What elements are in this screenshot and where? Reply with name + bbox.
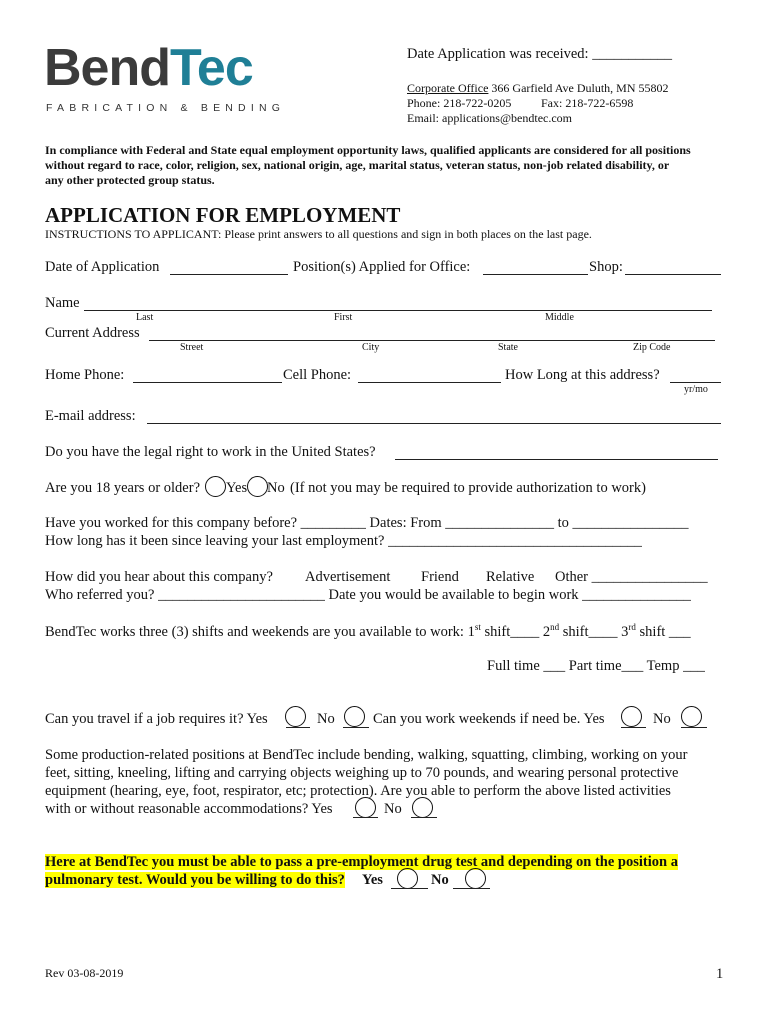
shift-3-sup: rd [628,622,636,632]
addr-street-caption: Street [180,342,204,353]
office-label: Corporate Office [407,81,489,95]
date-received-label: Date Application was received: ___________ [407,46,672,62]
age-yes-label: Yes [226,480,248,496]
drug-test-line-1 [45,854,678,871]
home-phone-label: Home Phone: [45,367,125,383]
travel-question: Can you travel if a job requires it? Yes [45,711,268,727]
drug-test-yes-circle[interactable] [397,868,418,889]
shop-label: Shop: [589,259,623,275]
age-note: (If not you may be required to provide authorization to work) [290,480,646,496]
drug-test-no-line [453,888,490,889]
referred-line: Who referred you? _______________________ Date you would be available to begin work _______________ [45,587,691,603]
shifts-text: BendTec works three (3) shifts and weekends are you available to work: 1 [45,623,475,640]
name-first-caption: First [334,312,353,323]
age-no-label: No [267,480,285,496]
email-field[interactable] [147,423,721,424]
shift-1-tail: shift____ 2 [480,623,551,640]
office-fax: Fax: 218-722-6598 [541,96,634,110]
positions-office-field[interactable] [483,274,588,275]
cell-phone-label: Cell Phone: [283,367,352,383]
production-line-3: equipment (hearing, eye, foot, respirator, etc; protection). Are you able to perform the above listed activities [45,783,671,799]
weekends-no-line [681,727,707,728]
weekends-no-label: No [653,711,671,727]
logo-text-dark: Bend [44,39,170,97]
weekends-no-circle[interactable] [681,706,702,727]
drug-test-yes-line [391,888,428,889]
revision-date: Rev 03-08-2019 [45,966,124,980]
drug-test-text-2: pulmonary test. Would you be willing to do this? [45,872,345,888]
drug-test-yes-label: Yes [362,872,383,888]
name-middle-caption: Middle [545,312,574,323]
age-yes-circle[interactable] [205,476,226,497]
name-label: Name [45,295,80,311]
drug-test-no-circle[interactable] [465,868,486,889]
office-address [407,81,669,96]
instructions: INSTRUCTIONS TO APPLICANT: Please print answers to all questions and sign in both places on the last page. [45,227,592,241]
drug-test-no-label: No [431,872,449,888]
accommodations-yes-circle[interactable] [355,797,376,818]
travel-no-label: No [317,711,335,727]
age-no-circle[interactable] [247,476,268,497]
how-long-label: How Long at this address? [505,367,660,383]
office-phone: Phone: 218-722-0205 [407,96,512,110]
logo-subtitle: FABRICATION & BENDING [46,102,286,114]
employment-types-line: Full time ___ Part time___ Temp ___ [487,658,705,674]
cell-phone-field[interactable] [358,382,501,383]
addr-zip-caption: Zip Code [633,342,671,353]
positions-applied-label: Position(s) Applied for Office: [293,259,471,275]
weekends-yes-line [621,727,646,728]
home-phone-field[interactable] [133,382,282,383]
travel-yes-line [286,727,310,728]
hear-advertisement[interactable]: Advertisement [305,569,391,585]
shifts-line [45,622,691,641]
production-line-2: feet, sitting, kneeling, lifting and carrying objects weighing up to 70 pounds, and wearing personal protective [45,765,679,781]
weekends-question: Can you work weekends if need be. Yes [373,711,605,727]
weekends-yes-circle[interactable] [621,706,642,727]
date-of-application-label: Date of Application [45,259,160,275]
addr-state-caption: State [498,342,518,353]
accommodations-no-circle[interactable] [412,797,433,818]
current-address-field[interactable] [149,340,715,341]
shop-field[interactable] [625,274,721,275]
hear-about-label: How did you hear about this company? [45,569,273,585]
travel-no-line [343,727,369,728]
shift-1-sup: st [474,622,481,632]
accommodations-no-line [411,817,437,818]
travel-yes-circle[interactable] [285,706,306,727]
name-field[interactable] [84,310,712,311]
drug-test-line-2 [45,872,345,889]
travel-no-circle[interactable] [344,706,365,727]
name-last-caption: Last [136,312,154,323]
shift-2-sup: nd [550,622,560,632]
page-title: APPLICATION FOR EMPLOYMENT [45,203,401,227]
legal-right-label: Do you have the legal right to work in the United States? [45,444,376,460]
hear-other[interactable]: Other ________________ [555,569,708,585]
compliance-line-1: In compliance with Federal and State equal employment opportunity laws, qualified applicants are considered for all positions [45,143,691,157]
office-email: Email: applications@bendtec.com [407,111,572,125]
date-of-application-field[interactable] [170,274,288,275]
yrmo-caption: yr/mo [684,384,708,395]
legal-right-field[interactable] [395,459,718,460]
how-long-field[interactable] [670,382,721,383]
hear-friend[interactable]: Friend [421,569,459,585]
age-question: Are you 18 years or older? [45,480,201,496]
accommodations-no-label: No [384,801,402,817]
compliance-line-3: any other protected group status. [45,173,215,187]
shift-3-tail: shift ___ [635,623,691,640]
company-logo [44,39,253,97]
hear-relative[interactable]: Relative [486,569,535,585]
page-number: 1 [716,966,724,982]
worked-before-line: Have you worked for this company before? _________ Dates: From _______________ to ________________ [45,515,689,531]
accommodations-question: with or without reasonable accommodations? Yes [45,801,333,817]
current-address-label: Current Address [45,325,140,341]
compliance-line-2: without regard to race, color, religion, sex, national origin, age, marital status, veteran status, non-job related disability, or [45,158,670,172]
office-address-text: 366 Garfield Ave Duluth, MN 55802 [488,81,669,95]
how-long-since-line: How long has it been since leaving your last employment? ___________________________________ [45,533,642,549]
shift-2-tail: shift____ 3 [559,623,629,640]
logo-text-accent: Tec [170,39,253,97]
email-label: E-mail address: [45,408,136,424]
accommodations-yes-line [353,817,378,818]
drug-test-text-1: Here at BendTec you must be able to pass a pre-employment drug test and depending on the position a [45,854,678,870]
production-line-1: Some production-related positions at BendTec include bending, walking, squatting, climbing, working on your [45,747,688,763]
addr-city-caption: City [362,342,380,353]
